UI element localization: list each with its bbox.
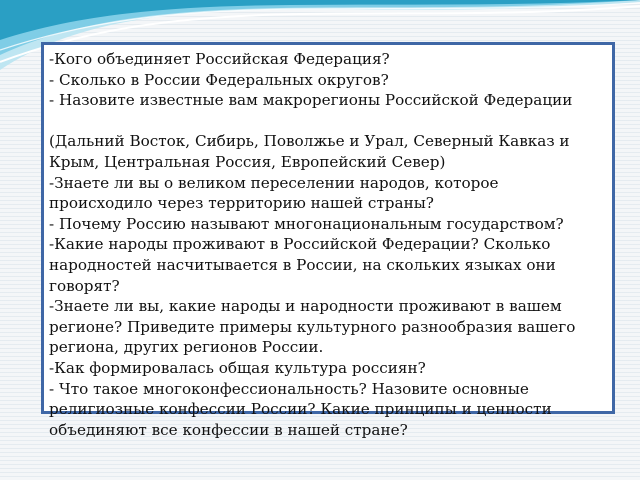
- question-line: -Как формировалась общая культура россиян?: [49, 358, 426, 377]
- question-line: регионе? Приведите примеры культурного разнообразия вашего: [49, 317, 576, 336]
- question-line: Крым, Центральная Россия, Европейский Север): [49, 152, 446, 171]
- question-line: -Знаете ли вы, какие народы и народности проживают в вашем: [49, 297, 562, 316]
- question-line: религиозные конфессии России? Какие принципы и ценности: [49, 400, 552, 419]
- question-line: объединяют все конфессии в нашей стране?: [49, 420, 408, 439]
- question-line: - Что такое многоконфессиональность? Назовите основные: [49, 379, 529, 398]
- question-line: - Почему Россию называют многонациональным государством?: [49, 214, 564, 233]
- question-line: -Какие народы проживают в Российской Федерации? Сколько: [49, 235, 551, 254]
- question-line: - Сколько в России Федеральных округов?: [49, 70, 389, 89]
- question-line: происходило через территорию нашей страны?: [49, 194, 434, 213]
- question-line: [49, 111, 607, 132]
- question-line: народностей насчитывается в России, на скольких языках они: [49, 255, 556, 274]
- question-line: региона, других регионов России.: [49, 338, 324, 357]
- question-line: -Кого объединяет Российская Федерация?: [49, 50, 390, 68]
- question-line: - Назовите известные вам макрорегионы Российской Федерации: [49, 91, 573, 110]
- question-line: говорят?: [49, 276, 120, 295]
- question-line: (Дальний Восток, Сибирь, Поволжье и Урал, Северный Кавказ и: [49, 132, 570, 151]
- questions-box: [41, 42, 615, 439]
- question-line: -Знаете ли вы о великом переселении народов, которое: [49, 173, 499, 192]
